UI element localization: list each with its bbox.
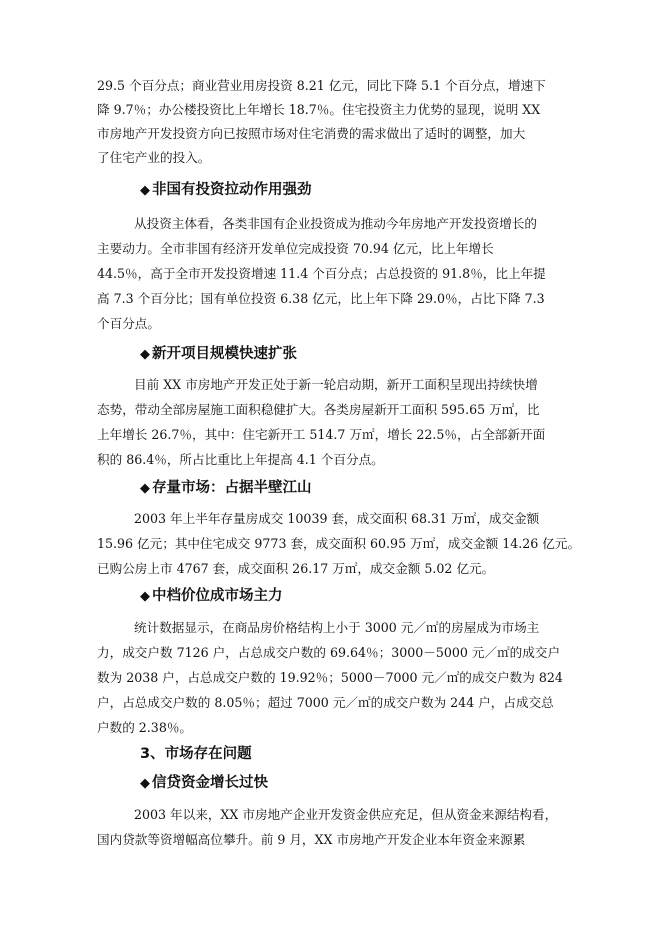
text-line: 个百分点。 xyxy=(97,316,160,331)
text-line: 2003 年以来，XX 市房地产企业开发资金供应充足，但从资金来源结构看， xyxy=(134,807,558,822)
text-line: 29.5 个百分点；商业营业用房投资 8.21 亿元，同比下降 5.1 个百分点，增速下 xyxy=(97,78,546,93)
diamond-bullet-icon: ◆ xyxy=(140,589,150,604)
section-heading xyxy=(140,773,268,794)
section-heading xyxy=(140,344,297,365)
text-line: 15.96 亿元；其中住宅成交 9773 套，成交面积 60.95 万㎡，成交金额 14.26 亿元。 xyxy=(97,536,581,551)
section-heading xyxy=(140,586,283,607)
diamond-bullet-icon: ◆ xyxy=(140,183,150,198)
text-line: 国内贷款等资增幅高位攀升。前 9 月，XX 市房地产开发企业本年资金来源累 xyxy=(97,832,526,847)
section-heading xyxy=(140,478,312,499)
text-line: 数为 2038 户，占总成交户数的 19.92％；5000－7000 元／㎡的成交户数为 824 xyxy=(97,670,563,685)
text-line: 了住宅产业的投入。 xyxy=(97,150,211,165)
section-heading: 3、市场存在问题 xyxy=(140,746,252,762)
heading-text: 中档价位成市场主力 xyxy=(152,588,283,604)
heading-text: 存量市场：占据半壁江山 xyxy=(152,480,312,496)
text-line: 降 9.7％；办公楼投资比上年增长 18.7％。住宅投资主力优势的显现，说明 XX xyxy=(97,102,541,117)
text-line: 主要动力。全市非国有经济开发单位完成投资 70.94 亿元，比上年增长 xyxy=(97,241,494,256)
text-line: 从投资主体看，各类非国有企业投资成为推动今年房地产开发投资增长的 xyxy=(134,216,537,231)
diamond-bullet-icon: ◆ xyxy=(140,347,150,362)
text-line: 44.5％，高于全市开发投资增速 11.4 个百分点；占总投资的 91.8％，比上年提 xyxy=(97,266,546,281)
text-line: 户，占总成交户数的 8.05％；超过 7000 元／㎡的成交户数为 244 户，占成交总 xyxy=(97,695,554,710)
heading-text: 新开项目规模快速扩张 xyxy=(152,346,297,362)
text-line: 2003 年上半年存量房成交 10039 套，成交面积 68.31 万㎡，成交金额 xyxy=(134,511,540,526)
text-line: 已购公房上市 4767 套，成交面积 26.17 万㎡，成交金额 5.02 亿元。 xyxy=(97,561,495,576)
diamond-bullet-icon: ◆ xyxy=(140,776,150,791)
text-line: 力，成交户数 7126 户，占总成交户数的 69.64％；3000－5000 元／㎡的成交户 xyxy=(97,645,561,660)
text-line: 态势，带动全部房屋施工面积稳健扩大。各类房屋新开工面积 595.65 万㎡，比 xyxy=(97,402,540,417)
text-line: 上年增长 26.7％，其中：住宅新开工 514.7 万㎡，增长 22.5％，占全部新开面 xyxy=(97,427,546,442)
text-line: 户数的 2.38％。 xyxy=(97,720,193,735)
heading-text: 信贷资金增长过快 xyxy=(152,775,268,791)
text-line: 积的 86.4％，所占比重比上年提高 4.1 个百分点。 xyxy=(97,452,384,467)
text-line: 市房地产开发投资方向已按照市场对住宅消费的需求做出了适时的调整，加大 xyxy=(97,126,526,141)
text-line: 目前 XX 市房地产开发正处于新一轮启动期，新开工面积呈现出持续快增 xyxy=(134,377,538,392)
diamond-bullet-icon: ◆ xyxy=(140,481,150,496)
section-heading xyxy=(140,180,312,201)
text-line: 统计数据显示，在商品房价格结构上小于 3000 元／㎡的房屋成为市场主 xyxy=(134,620,540,635)
heading-text: 非国有投资拉动作用强劲 xyxy=(152,182,312,198)
text-line: 高 7.3 个百分比；国有单位投资 6.38 亿元，比上年下降 29.0％，占比下降 7.3 xyxy=(97,291,545,306)
